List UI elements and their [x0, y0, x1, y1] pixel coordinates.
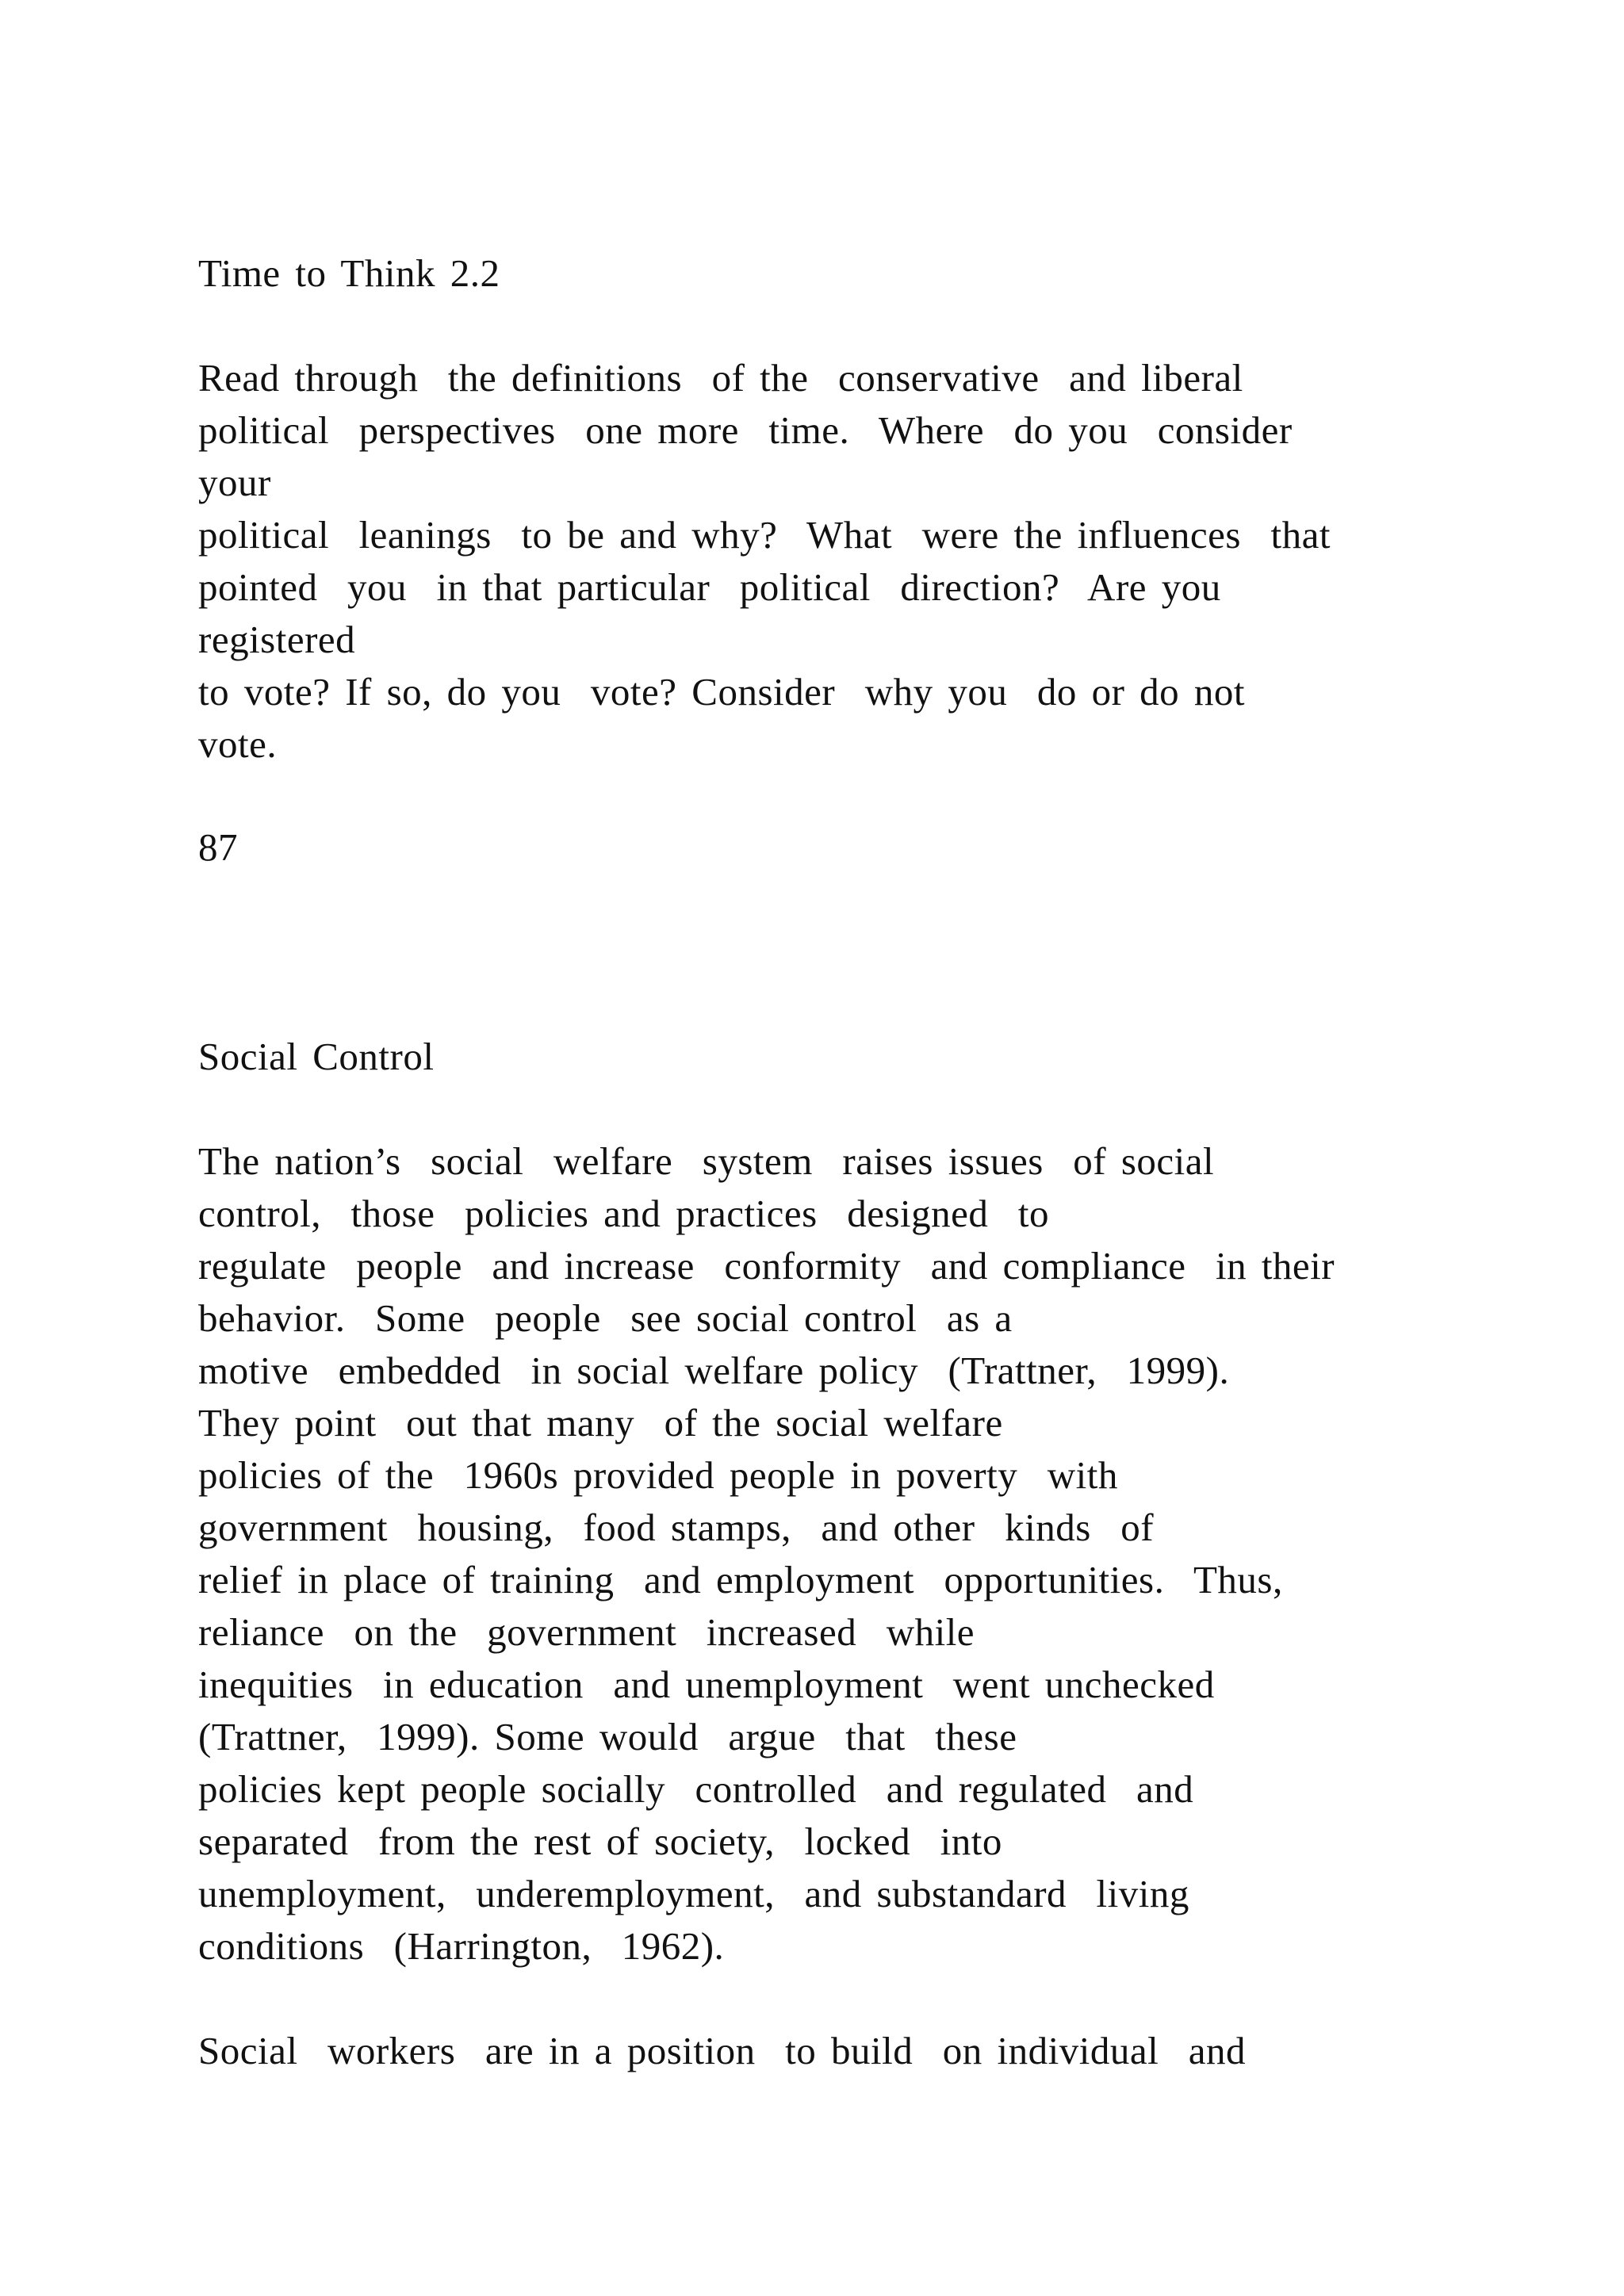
- text-line: The nation’s social welfare system raises issues of social: [198, 1139, 1215, 1183]
- text-line: political leanings to be and why? What were the influences that: [198, 513, 1331, 557]
- text-line: Social workers are in a position to build on individual and: [198, 2029, 1246, 2072]
- text-line: relief in place of training and employment opportunities. Thus,: [198, 1558, 1283, 1601]
- text-line: policies of the 1960s provided people in poverty with: [198, 1453, 1118, 1497]
- text-line: motive embedded in social welfare policy (Trattner, 1999).: [198, 1349, 1230, 1392]
- title-line: Time to Think 2.2: [198, 251, 500, 295]
- text-line: government housing, food stamps, and other kinds of: [198, 1506, 1155, 1549]
- section-heading-social-control: [198, 1031, 1546, 1083]
- text-line: Read through the definitions of the conservative and liberal: [198, 356, 1243, 400]
- text-line: unemployment, underemployment, and substandard living: [198, 1872, 1189, 1915]
- heading-line: Social Control: [198, 1035, 435, 1078]
- section-title-time-to-think: [198, 247, 1546, 300]
- text-line: conditions (Harrington, 1962).: [198, 1924, 725, 1968]
- paragraph-social-workers: [198, 2025, 1546, 2077]
- text-line: your: [198, 461, 271, 504]
- text-line: vote.: [198, 722, 278, 766]
- text-line: pointed you in that particular political direction? Are you: [198, 565, 1221, 609]
- paragraph-social-control: [198, 1135, 1546, 1973]
- paragraph-time-to-think: [198, 352, 1546, 771]
- text-line: (Trattner, 1999). Some would argue that these: [198, 1715, 1017, 1758]
- text-line: control, those policies and practices designed to: [198, 1192, 1050, 1235]
- page-number-text: 87: [198, 825, 238, 869]
- text-line: They point out that many of the social welfare: [198, 1401, 1003, 1445]
- text-line: reliance on the government increased while: [198, 1610, 975, 1654]
- text-line: inequities in education and unemployment went unchecked: [198, 1663, 1215, 1706]
- page-number: [198, 821, 1546, 874]
- text-line: political perspectives one more time. Where do you consider: [198, 408, 1293, 452]
- text-line: separated from the rest of society, locked into: [198, 1820, 1002, 1863]
- text-line: to vote? If so, do you vote? Consider why you do or do not: [198, 670, 1246, 714]
- text-line: policies kept people socially controlled and regulated and: [198, 1767, 1194, 1811]
- text-line: registered: [198, 618, 356, 661]
- text-line: regulate people and increase conformity and compliance in their: [198, 1244, 1335, 1288]
- text-line: behavior. Some people see social control as a: [198, 1296, 1013, 1340]
